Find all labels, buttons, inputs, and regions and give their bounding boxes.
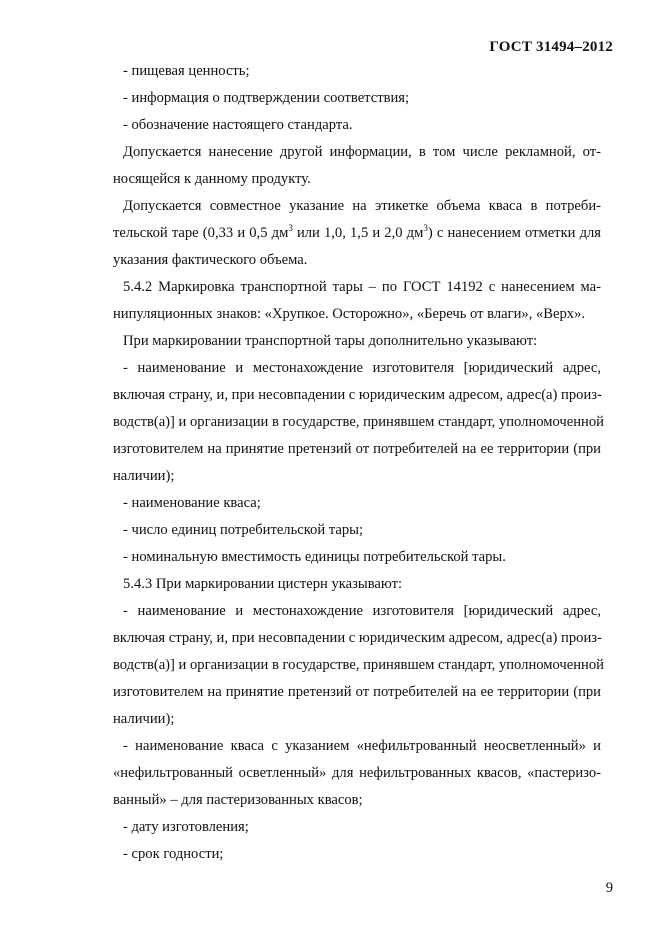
list-item: - число единиц потребительской тары; — [123, 522, 364, 538]
section-5-4-3-line: 5.4.3 При маркировании цистерн указывают: — [123, 576, 403, 592]
section-5-4-2-line: 5.4.2 Маркировка транспортной тары – по ГОСТ 14192 с нанесением ма- — [123, 279, 601, 295]
page-number: 9 — [605, 880, 613, 896]
list-item: - номинальную вместимость единицы потребительской тары. — [123, 549, 506, 565]
paragraph-line: изготовителем на принятие претензий от потребителей на ее территории (при — [113, 684, 601, 700]
paragraph-line: «нефильтрованный осветленный» для нефильтрованных квасов, «пастеризо- — [113, 765, 601, 781]
list-item: - наименование кваса с указанием «нефильтрованный неосветленный» и — [123, 738, 601, 754]
document-body — [113, 58, 604, 868]
text-run: тельской таре (0,33 и 0,5 дм — [113, 225, 289, 241]
paragraph-line: наличии); — [113, 711, 175, 727]
paragraph-line: включая страну, и, при несовпадении с юридическим адресом, адрес(а) произ- — [113, 387, 602, 403]
paragraph-line — [113, 220, 601, 247]
list-item: - пищевая ценность; — [123, 63, 250, 79]
list-item: - дату изготовления; — [123, 819, 249, 835]
paragraph-line: водств(а)] и организации в государстве, принявшем стандарт, уполномоченной — [113, 414, 604, 430]
list-item: - наименование кваса; — [123, 495, 261, 511]
list-item: - обозначение настоящего стандарта. — [123, 117, 353, 133]
paragraph-line: ванный» – для пастеризованных квасов; — [113, 792, 363, 808]
list-item: - срок годности; — [123, 846, 224, 862]
paragraph-line: водств(а)] и организации в государстве, принявшем стандарт, уполномоченной — [113, 657, 604, 673]
paragraph-line: изготовителем на принятие претензий от потребителей на ее территории (при — [113, 441, 601, 457]
text-run: ) с нанесением отметки для — [427, 225, 602, 241]
paragraph-line: носящейся к данному продукту. — [113, 171, 311, 187]
paragraph-line: включая страну, и, при несовпадении с юридическим адресом, адрес(а) произ- — [113, 630, 602, 646]
list-item: - наименование и местонахождение изготовителя [юридический адрес, — [123, 360, 601, 376]
paragraph-line: указания фактического объема. — [113, 252, 308, 268]
superscript: 3 — [423, 223, 428, 234]
paragraph-line: наличии); — [113, 468, 175, 484]
paragraph-line: нипуляционных знаков: «Хрупкое. Осторожно», «Беречь от влаги», «Верх». — [113, 306, 586, 322]
text-run: или 1,0, 1,5 и 2,0 дм — [292, 225, 424, 241]
paragraph-line: Допускается нанесение другой информации, в том числе рекламной, от- — [123, 144, 601, 160]
document-header-title: ГОСТ 31494–2012 — [489, 39, 613, 55]
paragraph-line: Допускается совместное указание на этикетке объема кваса в потреби- — [123, 198, 601, 214]
list-item: - информация о подтверждении соответствия; — [123, 90, 410, 106]
superscript: 3 — [288, 223, 293, 234]
paragraph-line: При маркировании транспортной тары дополнительно указывают: — [123, 333, 538, 349]
list-item: - наименование и местонахождение изготовителя [юридический адрес, — [123, 603, 601, 619]
